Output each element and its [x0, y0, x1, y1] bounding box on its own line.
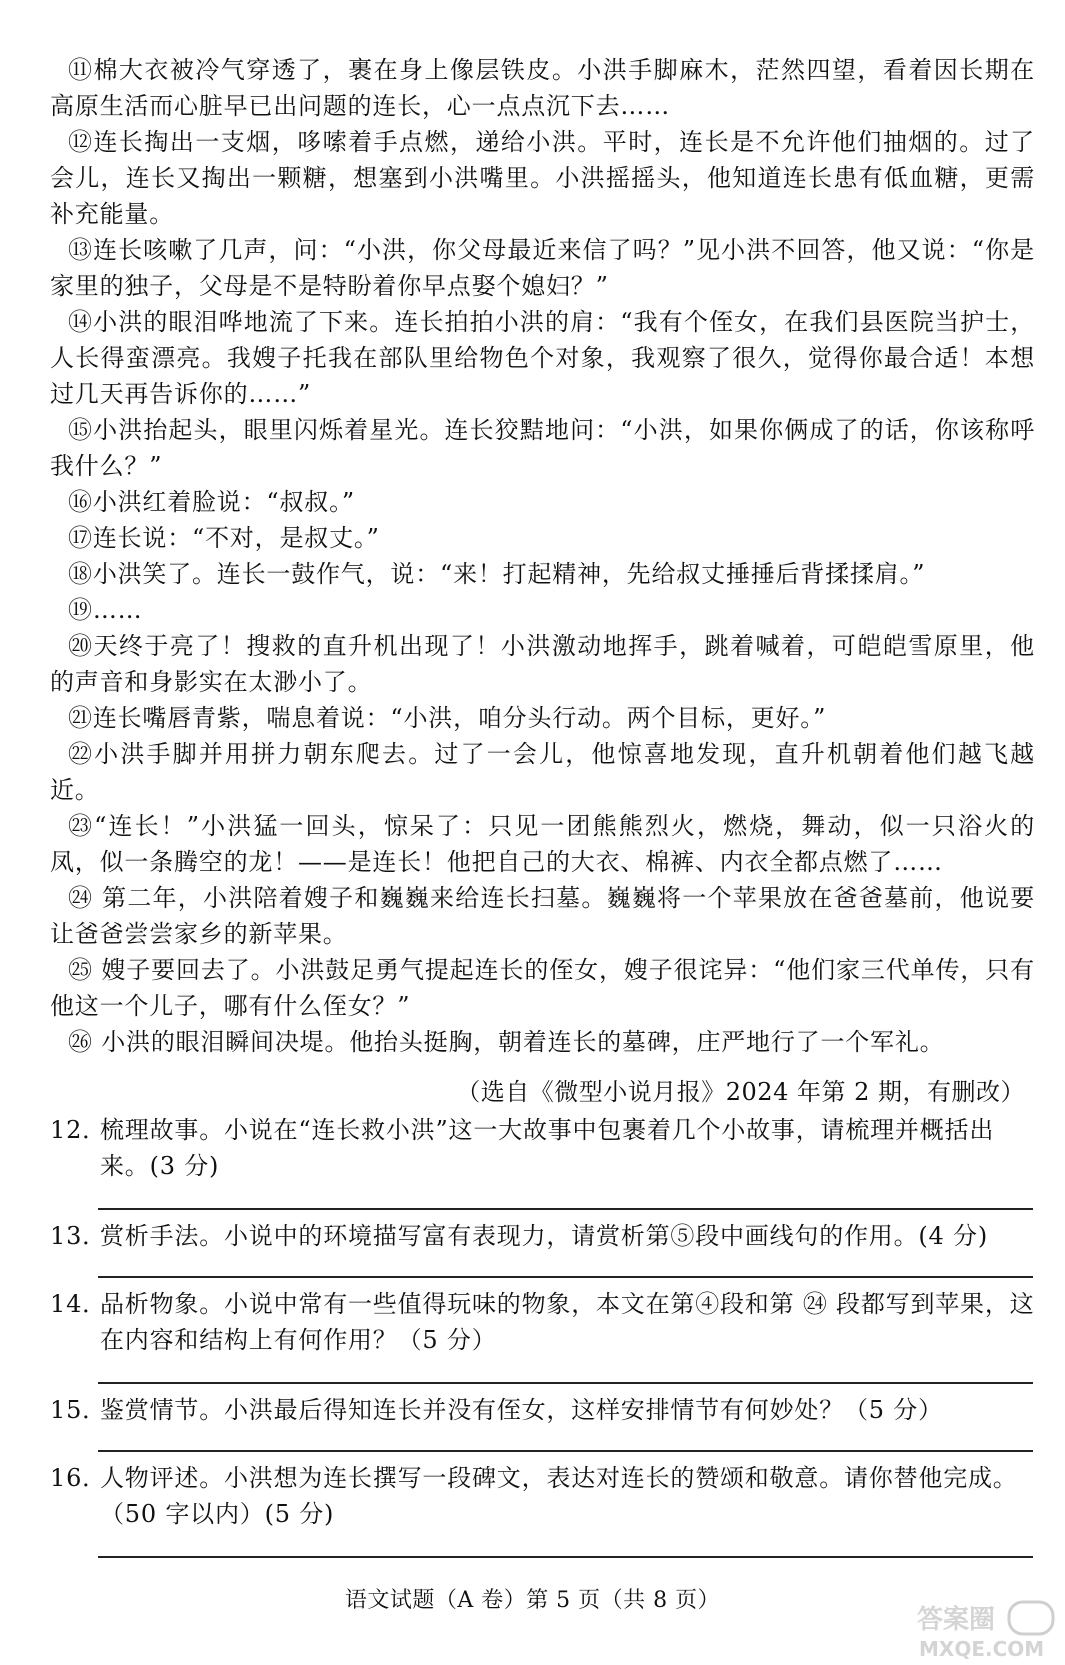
paragraph-26: ㉖ 小洪的眼泪瞬间决堤。他抬头挺胸，朝着连长的墓碑，庄严地行了一个军礼。: [68, 1028, 945, 1056]
paragraph-23: ㉓“连长！”小洪猛一回头，惊呆了：只见一团熊熊烈火，燃烧，舞动，似一只浴火的凤，似一条腾空的龙！——是连长！他把自己的大衣、棉裤、内衣全都点燃了……: [50, 812, 1035, 876]
paragraph-11: ⑪棉大衣被冷气穿透了，裹在身上像层铁皮。小洪手脚麻木，茫然四望，看着因长期在高原生活而心脏早已出问题的连长，心一点点沉下去……: [50, 56, 1035, 120]
question-13: 13．赏析手法。小说中的环境描写富有表现力，请赏析第⑤段中画线句的作用。(4 分): [50, 1222, 989, 1250]
paragraph-14: ⑭小洪的眼泪哗地流了下来。连长拍拍小洪的肩：“我有个侄女，在我们县医院当护士，人长得蛮漂亮。我嫂子托我在部队里给物色个对象，我观察了很久，觉得你最合适！本想过几天再告诉你的……”: [50, 308, 1035, 408]
answer-line-14[interactable]: [98, 1382, 1033, 1384]
paragraph-25: ㉕ 嫂子要回去了。小洪鼓足勇气提起连长的侄女，嫂子很诧异：“他们家三代单传，只有他这一个儿子，哪有什么侄女？”: [50, 956, 1035, 1020]
watermark-logo: [909, 1600, 1059, 1662]
paragraph-24: ㉔ 第二年，小洪陪着嫂子和巍巍来给连长扫墓。巍巍将一个苹果放在爸爸墓前，他说要让爸爸尝尝家乡的新苹果。: [50, 884, 1035, 948]
answer-line-15[interactable]: [98, 1450, 1033, 1452]
question-16: 16．人物评述。小洪想为连长撰写一段碑文，表达对连长的赞颂和敬意。请你替他完成。 （50 字以内）(5 分): [50, 1464, 1018, 1528]
paragraph-16: ⑯小洪红着脸说：“叔叔。”: [68, 488, 355, 516]
question-14: 14．品析物象。小说中常有一些值得玩味的物象，本文在第④段和第 ㉔ 段都写到苹果，这 在内容和结构上有何作用？（5 分）: [50, 1290, 1035, 1354]
paragraph-21: ㉑连长嘴唇青紫，喘息着说：“小洪，咱分头行动。两个目标，更好。”: [68, 704, 827, 732]
question-12: 12．梳理故事。小说在“连长救小洪”这一大故事中包裹着几个小故事，请梳理并概括出 来。(3 分): [50, 1116, 995, 1180]
watermark-circle: [1009, 1602, 1053, 1634]
watermark-top-text: 答案圈: [917, 1605, 996, 1635]
paragraph-22: ㉒小洪手脚并用拼力朝东爬去。过了一会儿，他惊喜地发现，直升机朝着他们越飞越近。: [50, 740, 1035, 804]
watermark-bottom-text: MXQE.COM: [919, 1637, 1045, 1661]
answer-line-13[interactable]: [98, 1276, 1033, 1278]
page-footer: 语文试题（A 卷）第 5 页（共 8 页）: [344, 1588, 721, 1613]
paragraph-20: ⑳天终于亮了！搜救的直升机出现了！小洪激动地挥手，跳着喊着，可皑皑雪原里，他的声音和身影实在太渺小了。: [50, 632, 1035, 696]
paragraph-15: ⑮小洪抬起头，眼里闪烁着星光。连长狡黠地问：“小洪，如果你俩成了的话，你该称呼我什么？”: [50, 416, 1035, 480]
paragraph-17: ⑰连长说：“不对，是叔丈。”: [68, 524, 380, 552]
answer-line-12[interactable]: [98, 1208, 1033, 1210]
paragraph-18: ⑱小洪笑了。连长一鼓作气，说：“来！打起精神，先给叔丈捶捶后背揉揉肩。”: [68, 560, 926, 588]
paragraph-13: ⑬连长咳嗽了几声，问：“小洪，你父母最近来信了吗？”见小洪不回答，他又说：“你是家里的独子，父母是不是特盼着你早点娶个媳妇？”: [50, 236, 1035, 300]
paragraph-19: ⑲……: [68, 596, 143, 624]
source-citation: （选自《微型小说月报》2024 年第 2 期，有删改）: [456, 1078, 1025, 1106]
answer-line-16[interactable]: [98, 1556, 1033, 1558]
question-15: 15．鉴赏情节。小洪最后得知连长并没有侄女，这样安排情节有何妙处？（5 分）: [50, 1396, 943, 1424]
paragraph-12: ⑫连长掏出一支烟，哆嗦着手点燃，递给小洪。平时，连长是不允许他们抽烟的。过了会儿，连长又掏出一颗糖，想塞到小洪嘴里。小洪摇摇头，他知道连长患有低血糖，更需补充能量。: [50, 128, 1035, 228]
